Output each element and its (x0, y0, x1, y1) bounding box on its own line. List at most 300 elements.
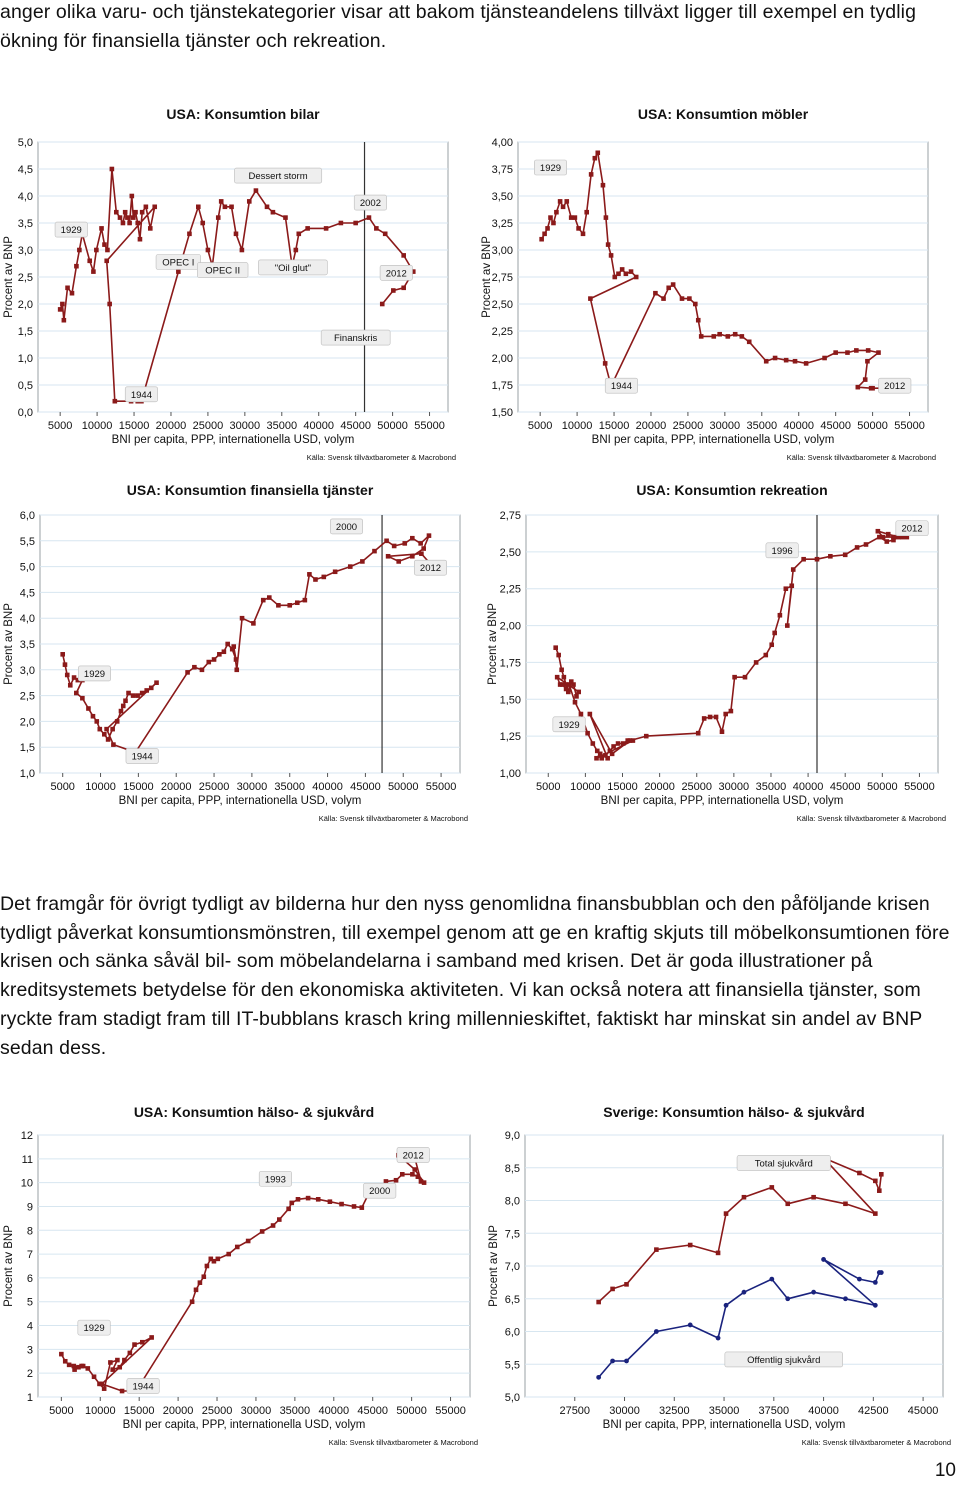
annotation-label (78, 666, 110, 681)
data-point (123, 698, 128, 703)
data-point (102, 732, 107, 737)
y-tick-label: 2,50 (491, 299, 513, 311)
y-tick-label: 1,50 (491, 407, 513, 419)
x-tick-label: 25000 (201, 1405, 233, 1417)
y-tick-label: 1,75 (499, 657, 521, 670)
data-point (595, 151, 600, 156)
chart-rekreation (478, 483, 948, 833)
annotation-text: 2012 (385, 268, 407, 280)
data-point (110, 1367, 115, 1372)
data-point (138, 237, 143, 242)
y-tick-label: 4,0 (19, 613, 35, 626)
x-tick-label: 15000 (118, 420, 150, 432)
data-point (589, 172, 594, 177)
data-point (114, 210, 119, 215)
x-tick-label: 55000 (425, 781, 457, 793)
data-point (654, 1247, 659, 1252)
data-point (94, 719, 99, 724)
y-tick-label: 1,25 (499, 731, 521, 744)
data-point (724, 1211, 729, 1216)
data-point (591, 741, 596, 746)
y-tick-label: 2,0 (19, 716, 35, 729)
data-point (720, 729, 725, 734)
data-point (130, 194, 135, 199)
data-point (610, 1287, 615, 1292)
y-tick-label: 3,75 (491, 164, 513, 176)
source-note: Källa: Svensk tillväxtbarometer & Macrobond (786, 453, 936, 462)
data-point (374, 226, 379, 231)
data-point (562, 675, 567, 680)
chart-title: USA: Konsumtion bilar (166, 106, 320, 122)
x-tick-label: 15000 (598, 420, 630, 432)
data-point (108, 1360, 113, 1365)
data-point (216, 215, 221, 220)
y-tick-label: 1,5 (19, 742, 35, 755)
chart-finansiella-tjanster (0, 483, 470, 833)
x-tick-label: 45000 (357, 1405, 388, 1417)
chart-svg (0, 483, 470, 833)
data-point (711, 334, 716, 339)
data-point (294, 248, 299, 253)
data-point (99, 226, 104, 231)
source-note: Källa: Svensk tillväxtbarometer & Macrobond (328, 1438, 478, 1447)
data-point (321, 575, 326, 580)
data-point (603, 361, 608, 366)
data-point (392, 544, 397, 549)
data-point (67, 1363, 72, 1368)
x-tick-label: 27500 (559, 1405, 591, 1417)
data-point (125, 215, 130, 220)
x-tick-label: 45000 (820, 420, 851, 432)
data-point (822, 356, 827, 361)
y-tick-label: 3,0 (19, 664, 35, 677)
data-point (588, 296, 593, 301)
x-axis-label: BNI per capita, PPP, internationella USD, volym (602, 1419, 846, 1431)
data-point (743, 675, 748, 680)
data-point (231, 644, 236, 649)
data-point (149, 686, 154, 691)
data-point (234, 668, 239, 673)
data-point (261, 598, 266, 603)
x-tick-label: 25000 (681, 781, 713, 793)
annotation-text: 1944 (610, 381, 632, 393)
data-point (717, 332, 722, 337)
data-point (110, 727, 115, 732)
data-point (60, 652, 65, 657)
y-axis-label: Procent av BNP (3, 1225, 15, 1307)
data-point (873, 1179, 878, 1184)
chart-svg (0, 105, 460, 465)
data-point (573, 215, 578, 220)
data-point (196, 205, 201, 210)
data-point (122, 1358, 127, 1363)
data-point (240, 248, 245, 253)
annotation-text: 2012 (402, 1150, 424, 1162)
x-tick-label: 45000 (350, 781, 381, 793)
data-point (394, 1178, 399, 1183)
x-tick-label: 20000 (160, 781, 192, 793)
data-point (234, 657, 239, 662)
x-tick-label: 40000 (303, 420, 335, 432)
data-point (560, 682, 565, 687)
data-point (92, 1374, 97, 1379)
data-point (135, 693, 140, 698)
data-point (140, 691, 145, 696)
data-point (724, 1303, 729, 1308)
data-point (152, 205, 157, 210)
data-point (401, 286, 406, 291)
x-tick-label: 50000 (387, 781, 419, 793)
data-point (628, 738, 633, 743)
data-point (416, 1174, 421, 1179)
data-point (240, 616, 245, 621)
x-tick-label: 45000 (340, 420, 371, 432)
y-tick-label: 2,25 (491, 326, 513, 338)
y-tick-label: 9,0 (504, 1130, 520, 1142)
data-point (102, 1386, 107, 1391)
annotation-label (55, 222, 87, 237)
data-point (833, 350, 838, 355)
data-point (267, 595, 272, 600)
annotation-label (126, 749, 158, 764)
x-tick-label: 25000 (672, 420, 704, 432)
x-tick-label: 35000 (708, 1405, 740, 1417)
annotation-label (197, 263, 248, 278)
data-point (551, 221, 556, 226)
y-tick-label: 7,5 (504, 1228, 520, 1241)
data-point (396, 559, 401, 564)
data-point (804, 361, 809, 366)
data-point (559, 668, 564, 673)
y-tick-label: 6,0 (504, 1326, 520, 1339)
data-point (187, 232, 192, 237)
data-point (556, 653, 561, 658)
data-point (120, 1389, 125, 1394)
data-point (886, 532, 891, 537)
y-tick-label: 2 (26, 1368, 33, 1381)
data-point (296, 232, 301, 237)
data-point (873, 1303, 878, 1308)
x-axis-label: BNI per capita, PPP, internationella USD, volym (122, 1419, 366, 1431)
data-point (72, 1367, 77, 1372)
chart-halso-sverige (485, 1105, 960, 1455)
annotation-text: 1929 (60, 225, 82, 237)
chart-title: Sverige: Konsumtion hälso- & sjukvård (603, 1104, 865, 1120)
data-point (584, 210, 589, 215)
y-tick-label: 2,75 (499, 510, 521, 522)
y-tick-label: 6,5 (504, 1293, 520, 1306)
annotation-text: 2012 (901, 523, 923, 535)
data-point (594, 756, 599, 761)
data-point (60, 302, 65, 307)
data-point (353, 221, 358, 226)
source-note: Källa: Svensk tillväxtbarometer & Macrobond (796, 814, 946, 823)
data-point (149, 1335, 154, 1340)
data-point (855, 545, 860, 550)
data-point (59, 1352, 64, 1357)
data-point (198, 1280, 203, 1285)
annotation-label (725, 1352, 843, 1367)
data-point (716, 1251, 721, 1256)
data-point (104, 259, 109, 264)
data-point (316, 1197, 321, 1202)
data-point (128, 1351, 133, 1356)
data-point (801, 557, 806, 562)
data-point (110, 167, 115, 172)
annotation-label (380, 265, 412, 280)
data-point (754, 660, 759, 665)
annotation-label (553, 717, 585, 732)
data-point (811, 1290, 816, 1295)
x-tick-label: 15000 (123, 1405, 155, 1417)
annotation-text: 1929 (558, 719, 580, 731)
data-point (372, 549, 377, 554)
data-point (891, 535, 896, 540)
data-point (870, 386, 875, 391)
data-point (383, 232, 388, 237)
chart-bilar (0, 105, 460, 465)
annotation-label (234, 168, 321, 183)
data-point (574, 694, 579, 699)
y-tick-label: 3,5 (17, 218, 33, 230)
data-point (644, 734, 649, 739)
data-point (624, 271, 629, 276)
x-tick-label: 10000 (561, 420, 593, 432)
data-point (865, 359, 870, 364)
data-point (135, 221, 140, 226)
x-axis-label: BNI per capita, PPP, internationella USD, volym (118, 795, 362, 807)
data-point (410, 554, 415, 559)
data-point (384, 539, 389, 544)
data-point (296, 1197, 301, 1202)
y-tick-label: 0,0 (17, 407, 33, 419)
y-tick-label: 8 (26, 1225, 33, 1238)
data-point (548, 215, 553, 220)
data-point (606, 242, 611, 247)
data-point (271, 210, 276, 215)
y-tick-label: 3,5 (19, 639, 35, 651)
y-tick-label: 6 (26, 1272, 33, 1285)
source-note: Källa: Svensk tillväxtbarometer & Macrobond (306, 453, 456, 462)
y-axis-label: Procent av BNP (3, 603, 15, 685)
annotation-text: 2000 (369, 1186, 391, 1198)
x-tick-label: 35000 (266, 420, 298, 432)
chart-title: USA: Konsumtion möbler (637, 106, 809, 122)
page-number: 10 (934, 1460, 956, 1481)
annotation-label (397, 1147, 429, 1162)
chart-svg (485, 1105, 960, 1455)
annotation-text: Finanskris (334, 333, 378, 345)
data-point (219, 199, 224, 204)
data-point (873, 1280, 878, 1285)
data-point (194, 1288, 199, 1293)
data-point (87, 259, 92, 264)
data-point (687, 296, 692, 301)
data-point (216, 1257, 221, 1262)
data-point (91, 714, 96, 719)
data-point (576, 690, 581, 695)
data-point (360, 1205, 365, 1210)
annotation-text: Total sjukvård (754, 1158, 813, 1170)
x-tick-label: 40000 (792, 781, 824, 793)
data-point (127, 221, 132, 226)
data-point (348, 564, 353, 569)
data-point (226, 1252, 231, 1257)
data-point (254, 188, 259, 193)
data-point (421, 546, 426, 551)
data-point (585, 731, 590, 736)
annotation-label (156, 255, 201, 270)
x-tick-label: 35000 (274, 781, 306, 793)
data-point (206, 660, 211, 665)
x-tick-label: 35000 (279, 1405, 311, 1417)
annotation-text: OPEC II (205, 265, 241, 277)
data-point (653, 291, 658, 296)
data-point (601, 183, 606, 188)
y-tick-label: 3,25 (491, 218, 513, 230)
chart-svg (478, 483, 948, 833)
data-point (545, 226, 550, 231)
data-point (596, 1300, 601, 1305)
data-point (843, 1296, 848, 1301)
data-point (74, 691, 79, 696)
data-point (564, 687, 569, 692)
data-point (708, 715, 713, 720)
y-tick-label: 7,0 (504, 1261, 520, 1273)
data-point (286, 1207, 291, 1212)
x-tick-label: 40000 (783, 420, 815, 432)
annotation-label (258, 260, 327, 275)
data-point (140, 210, 145, 215)
y-tick-label: 2,75 (491, 272, 513, 284)
data-point (333, 569, 338, 574)
annotation-text: 2002 (359, 198, 382, 210)
data-point (828, 554, 833, 559)
data-point (63, 662, 68, 667)
x-tick-label: 5000 (49, 1405, 74, 1417)
data-point (723, 712, 728, 717)
data-point (422, 1180, 427, 1185)
data-point (97, 727, 102, 732)
data-point (154, 680, 159, 685)
x-tick-label: 42500 (858, 1405, 889, 1417)
data-point (306, 1196, 311, 1201)
annotation-label (364, 1183, 396, 1198)
data-point (561, 205, 566, 210)
data-point (579, 712, 584, 717)
x-tick-label: 55000 (904, 781, 935, 793)
y-axis-label: Procent av BNP (488, 1225, 500, 1307)
data-point (567, 682, 572, 687)
data-point (283, 215, 288, 220)
data-point (58, 307, 63, 312)
data-point (863, 377, 868, 382)
data-point (629, 269, 634, 274)
annotation-label (605, 378, 637, 393)
x-tick-label: 5000 (50, 781, 75, 793)
x-tick-label: 40000 (312, 781, 343, 793)
x-tick-label: 45000 (829, 781, 861, 793)
data-point (105, 248, 110, 253)
x-tick-label: 20000 (644, 781, 675, 793)
x-tick-label: 40000 (808, 1405, 839, 1417)
x-tick-label: 50000 (867, 781, 898, 793)
data-point (616, 741, 621, 746)
data-point (223, 205, 228, 210)
y-tick-label: 10 (20, 1177, 33, 1190)
data-point (77, 248, 82, 253)
data-point (821, 1257, 826, 1262)
data-point (119, 709, 124, 714)
data-point (74, 264, 79, 269)
data-point (854, 348, 859, 353)
x-tick-label: 15000 (123, 781, 154, 793)
data-point (287, 603, 292, 608)
data-point (598, 752, 603, 757)
data-point (94, 248, 99, 253)
x-tick-label: 30000 (229, 420, 261, 432)
annotation-label (766, 543, 798, 558)
data-point (303, 598, 308, 603)
x-tick-label: 35000 (746, 420, 778, 432)
data-point (251, 621, 256, 626)
data-point (131, 215, 136, 220)
annotation-text: 1929 (83, 668, 106, 680)
annotation-label (879, 378, 911, 393)
data-point (176, 269, 181, 274)
data-point (410, 1172, 415, 1177)
chart-svg (0, 1104, 478, 1455)
y-tick-label: 3,0 (17, 245, 33, 257)
y-tick-label: 5,0 (17, 137, 33, 149)
data-point (605, 756, 610, 761)
data-point (866, 348, 871, 353)
annotation-text: "Oil glut" (274, 262, 312, 274)
annotation-label (414, 560, 446, 575)
data-point (260, 1229, 265, 1234)
annotation-text: 1929 (539, 163, 562, 174)
data-point (402, 541, 407, 546)
data-point (126, 691, 131, 696)
x-tick-label: 30000 (236, 781, 268, 793)
x-tick-label: 30000 (609, 1405, 640, 1417)
data-point (234, 232, 239, 237)
data-point (217, 652, 222, 657)
y-tick-label: 1,5 (17, 326, 33, 338)
data-point (68, 683, 73, 688)
data-point (876, 350, 881, 355)
x-tick-label: 10000 (84, 1405, 116, 1417)
data-point (117, 1365, 122, 1370)
data-point (115, 1358, 120, 1363)
x-tick-label: 5000 (536, 781, 561, 793)
y-tick-label: 11 (21, 1153, 33, 1166)
chart-svg (478, 105, 948, 465)
x-tick-label: 37500 (758, 1405, 790, 1417)
data-point (763, 653, 768, 658)
y-tick-label: 2,0 (17, 299, 33, 311)
data-point (581, 232, 586, 237)
annotation-label (78, 1320, 110, 1335)
x-tick-label: 55000 (414, 420, 445, 432)
source-note: Källa: Svensk tillväxtbarometer & Macrobond (801, 1438, 951, 1447)
data-point (879, 1270, 884, 1275)
data-point (339, 221, 344, 226)
y-tick-label: 3,00 (491, 245, 513, 257)
x-tick-label: 10000 (81, 420, 113, 432)
data-point (702, 716, 707, 721)
y-tick-label: 4 (26, 1320, 33, 1333)
